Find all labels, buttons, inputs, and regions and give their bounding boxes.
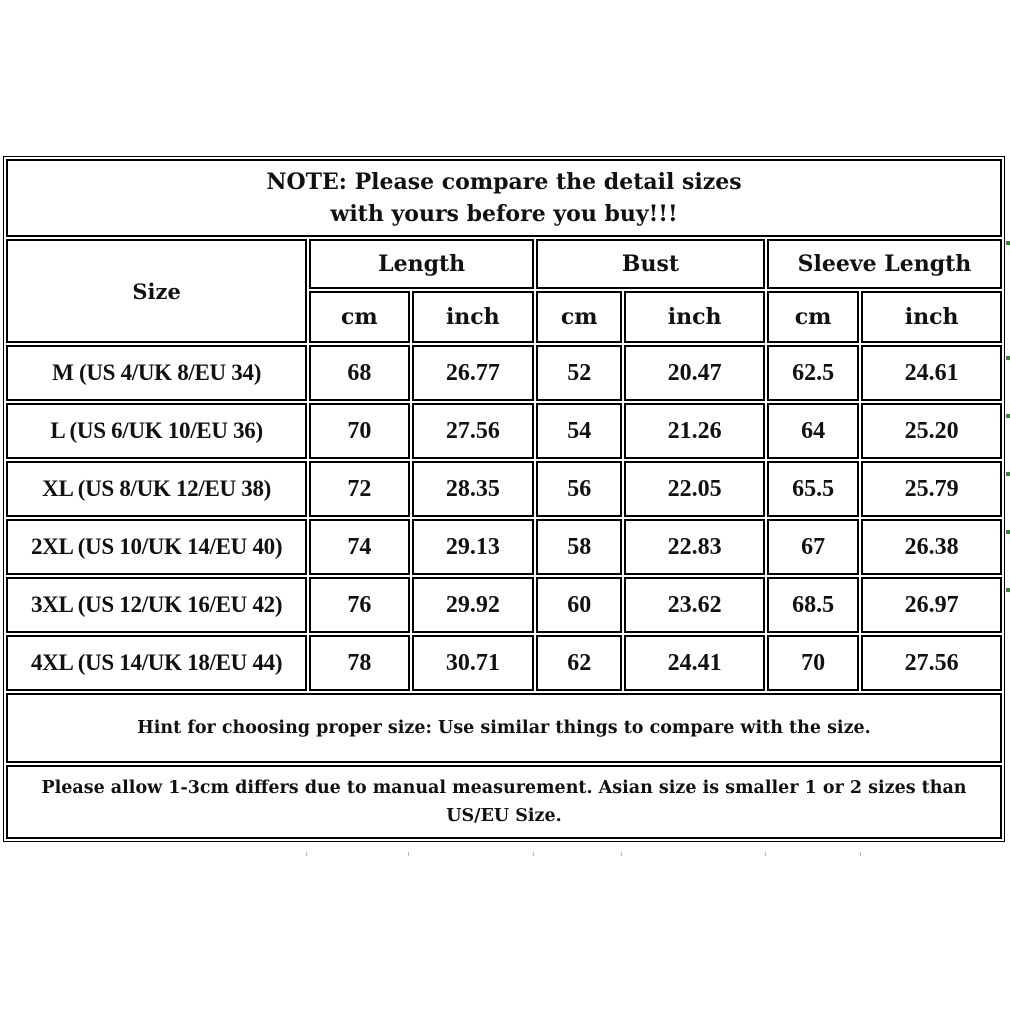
- cell-marker: [1006, 472, 1010, 476]
- bust-header: Bust: [536, 239, 765, 289]
- table-row: [6, 345, 1002, 401]
- table-cell: 26.97: [861, 577, 1002, 633]
- table-row: [6, 577, 1002, 633]
- grid-tick: [765, 852, 766, 856]
- table-cell: 70: [309, 403, 409, 459]
- grid-tick: [621, 852, 622, 856]
- cell-marker: [1006, 241, 1010, 245]
- table-cell: 56: [536, 461, 622, 517]
- unit-header: inch: [412, 291, 534, 343]
- table-cell: 27.56: [412, 403, 534, 459]
- table-cell: 26.38: [861, 519, 1002, 575]
- cell-marker: [1006, 588, 1010, 592]
- table-cell: 30.71: [412, 635, 534, 691]
- table-cell: 76: [309, 577, 409, 633]
- size-label: M (US 4/UK 8/EU 34): [6, 345, 307, 401]
- table-row: [6, 403, 1002, 459]
- table-cell: 24.41: [624, 635, 765, 691]
- note-line-1: NOTE: Please compare the detail sizes: [266, 169, 742, 195]
- grid-tick: [306, 852, 307, 856]
- note-line-2: with yours before you buy!!!: [330, 201, 678, 227]
- table-cell: 27.56: [861, 635, 1002, 691]
- table-cell: 62: [536, 635, 622, 691]
- size-header: Size: [6, 239, 307, 343]
- table-cell: 60: [536, 577, 622, 633]
- table-cell: 23.62: [624, 577, 765, 633]
- grid-tick: [533, 852, 534, 856]
- cell-marker: [1006, 356, 1010, 360]
- unit-header: cm: [767, 291, 859, 343]
- size-label: 3XL (US 12/UK 16/EU 42): [6, 577, 307, 633]
- unit-header: inch: [624, 291, 765, 343]
- table-cell: 21.26: [624, 403, 765, 459]
- table-cell: 65.5: [767, 461, 859, 517]
- table-row: [6, 461, 1002, 517]
- table-cell: 24.61: [861, 345, 1002, 401]
- cell-marker: [1006, 414, 1010, 418]
- size-hint: Hint for choosing proper size: Use similar things to compare with the size.: [6, 693, 1002, 763]
- unit-header: cm: [536, 291, 622, 343]
- table-cell: 52: [536, 345, 622, 401]
- table-row: [6, 635, 1002, 691]
- unit-header: cm: [309, 291, 409, 343]
- table-cell: 62.5: [767, 345, 859, 401]
- table-cell: 78: [309, 635, 409, 691]
- sleeve-length-header: Sleeve Length: [767, 239, 1002, 289]
- table-cell: 74: [309, 519, 409, 575]
- table-cell: 72: [309, 461, 409, 517]
- grid-tick: [408, 852, 409, 856]
- table-cell: 68.5: [767, 577, 859, 633]
- size-label: 4XL (US 14/UK 18/EU 44): [6, 635, 307, 691]
- table-cell: 25.20: [861, 403, 1002, 459]
- table-cell: 22.83: [624, 519, 765, 575]
- table-cell: 70: [767, 635, 859, 691]
- length-header: Length: [309, 239, 534, 289]
- measurement-note: Please allow 1-3cm differs due to manual measurement. Asian size is smaller 1 or 2 sizes than US/EU Size.: [6, 765, 1002, 839]
- table-cell: 26.77: [412, 345, 534, 401]
- table-cell: 29.92: [412, 577, 534, 633]
- table-cell: 58: [536, 519, 622, 575]
- table-cell: 67: [767, 519, 859, 575]
- note-banner: [6, 159, 1002, 237]
- table-cell: 68: [309, 345, 409, 401]
- grid-tick: [860, 852, 861, 856]
- cell-marker: [1006, 530, 1010, 534]
- table-cell: 25.79: [861, 461, 1002, 517]
- table-cell: 54: [536, 403, 622, 459]
- size-chart-table: [3, 156, 1005, 842]
- size-label: 2XL (US 10/UK 14/EU 40): [6, 519, 307, 575]
- table-cell: 29.13: [412, 519, 534, 575]
- size-label: XL (US 8/UK 12/EU 38): [6, 461, 307, 517]
- size-label: L (US 6/UK 10/EU 36): [6, 403, 307, 459]
- table-cell: 22.05: [624, 461, 765, 517]
- table-cell: 64: [767, 403, 859, 459]
- unit-header: inch: [861, 291, 1002, 343]
- table-cell: 28.35: [412, 461, 534, 517]
- table-cell: 20.47: [624, 345, 765, 401]
- table-row: [6, 519, 1002, 575]
